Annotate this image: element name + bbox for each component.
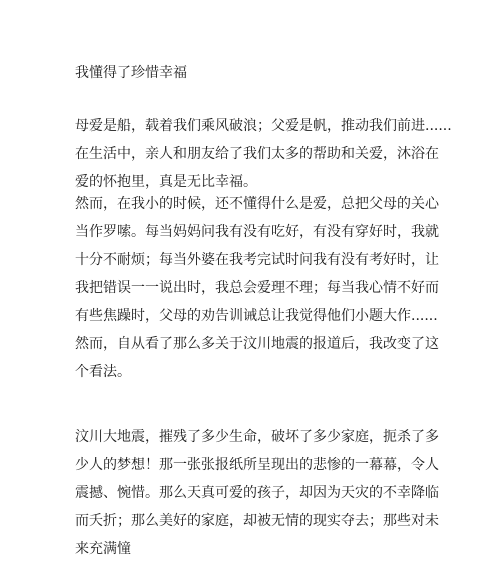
text-line: 当作罗嗦。每当妈妈问我有没有吃好，有没有穿好时，我就 xyxy=(75,224,439,240)
text-line: 有些焦躁时，父母的劝告训诫总让我觉得他们小题大作...... xyxy=(75,308,438,324)
text-line: 而夭折；那么美好的家庭，却被无情的现实夺去；那些对未 xyxy=(75,513,439,529)
paragraph-3 xyxy=(75,423,439,563)
paragraph-2 xyxy=(75,190,439,386)
text-line: 个看法。 xyxy=(75,364,131,380)
text-line: 十分不耐烦；每当外婆在我考完试时问我有没有考好时，让 xyxy=(75,252,439,268)
text-line: 少人的梦想！那一张张报纸所呈现出的悲惨的一幕幕，令人 xyxy=(75,457,439,473)
text-line: 母爱是船，载着我们乘风破浪；父爱是帆，推动我们前进...... xyxy=(75,118,452,134)
text-line: 爱的怀抱里，真是无比幸福。 xyxy=(75,174,257,190)
paragraph-1 xyxy=(75,112,452,196)
text-line: 我把错误一一说出时，我总会爱理不理；每当我心情不好而 xyxy=(75,280,439,296)
text-line: 然而，自从看了那么多关于汶川地震的报道后，我改变了这 xyxy=(75,336,439,352)
text-line: 汶川大地震，摧残了多少生命，破坏了多少家庭，扼杀了多 xyxy=(75,429,439,445)
document-title: 我懂得了珍惜幸福 xyxy=(75,65,187,81)
text-line: 来充满憧 xyxy=(75,541,131,557)
text-line: 在生活中，亲人和朋友给了我们太多的帮助和关爱，沐浴在 xyxy=(75,146,439,162)
text-line: 震撼、惋惜。那么天真可爱的孩子，却因为天灾的不幸降临 xyxy=(75,485,439,501)
text-line: 然而，在我小的时候，还不懂得什么是爱，总把父母的关心 xyxy=(75,196,439,212)
